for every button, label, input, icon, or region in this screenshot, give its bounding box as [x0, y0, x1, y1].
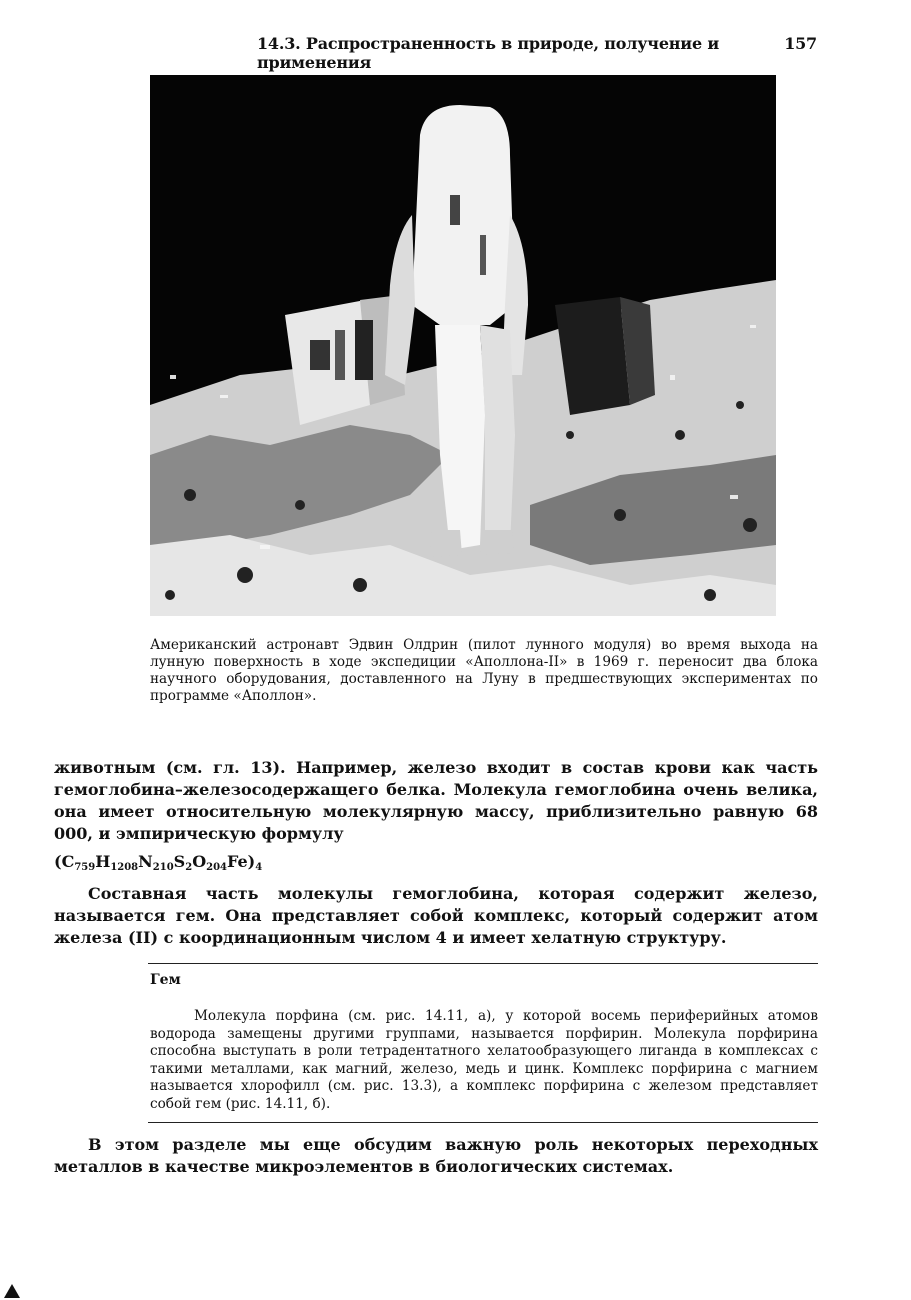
running-head: [257, 34, 817, 72]
astronaut-photo-illustration: [150, 75, 776, 616]
formula-o-sub: 204: [206, 862, 227, 873]
formula-n: N: [138, 852, 153, 871]
formula-n-sub: 210: [152, 862, 174, 873]
box-bottom-rule: [148, 1122, 818, 1123]
formula-h: H: [95, 852, 111, 871]
formula-fe: Fe): [227, 852, 256, 871]
astronaut-photo: [150, 75, 776, 616]
formula-c: (C: [54, 852, 75, 871]
formula-c-sub: 759: [74, 862, 96, 873]
box-top-rule: [148, 963, 818, 964]
formula-o: O: [192, 852, 207, 871]
page-number: 157: [784, 34, 817, 53]
formula-s: S: [173, 852, 186, 871]
hemoglobin-formula: [54, 852, 262, 871]
body-paragraph-2: Составная часть молекулы гемоглобина, которая содержит железо, называется гем. Она представляет собой комплекс, который содержит атом железа (II) с координационным числом 4 и имеет хелатную структуру.: [54, 884, 818, 947]
formula-s-sub: 2: [185, 862, 193, 873]
figure-caption: Американский астронавт Эдвин Олдрин (пилот лунного модуля) во время выхода на лунную поверхность в ходе экспедиции «Аполлона-II» в 1969 г. переносит два блока научного оборудования, доставленного на Луну в предшествующих экспериментах по программе «Аполлон».: [150, 637, 818, 704]
body-paragraph-3: В этом разделе мы еще обсудим важную роль некоторых переходных металлов в качестве микроэлементов в биологических системах.: [54, 1135, 818, 1176]
box-title: Гем: [150, 972, 181, 988]
formula-h-sub: 1208: [110, 862, 139, 873]
formula-outer-sub: 4: [255, 862, 263, 873]
box-text: Молекула порфина (см. рис. 14.11, а), у которой восемь периферийных атомов водорода замещены другими группами, называется порфирин. Молекула порфирина способна выступать в роли тетрадентатного хелатообразующего лиганда в комплексах с такими металлами, как магний, железо, медь и цинк. Комплекс порфирина с магнием называется хлорофилл (см. рис. 13.3), а комплекс порфирина с железом представляет собой гем (рис. 14.11, б).: [150, 1008, 818, 1112]
corner-mark: [4, 1284, 20, 1298]
chapter-title: 14.3. Распространенность в природе, получение и применения: [257, 34, 719, 72]
body-paragraph-1: животным (см. гл. 13). Например, железо входит в состав крови как часть гемоглобина–железосодержащего белка. Молекула гемоглобина очень велика, она имеет относительную молекулярную массу, приблизительно равную 68 000, и эмпирическую формулу: [54, 758, 818, 843]
